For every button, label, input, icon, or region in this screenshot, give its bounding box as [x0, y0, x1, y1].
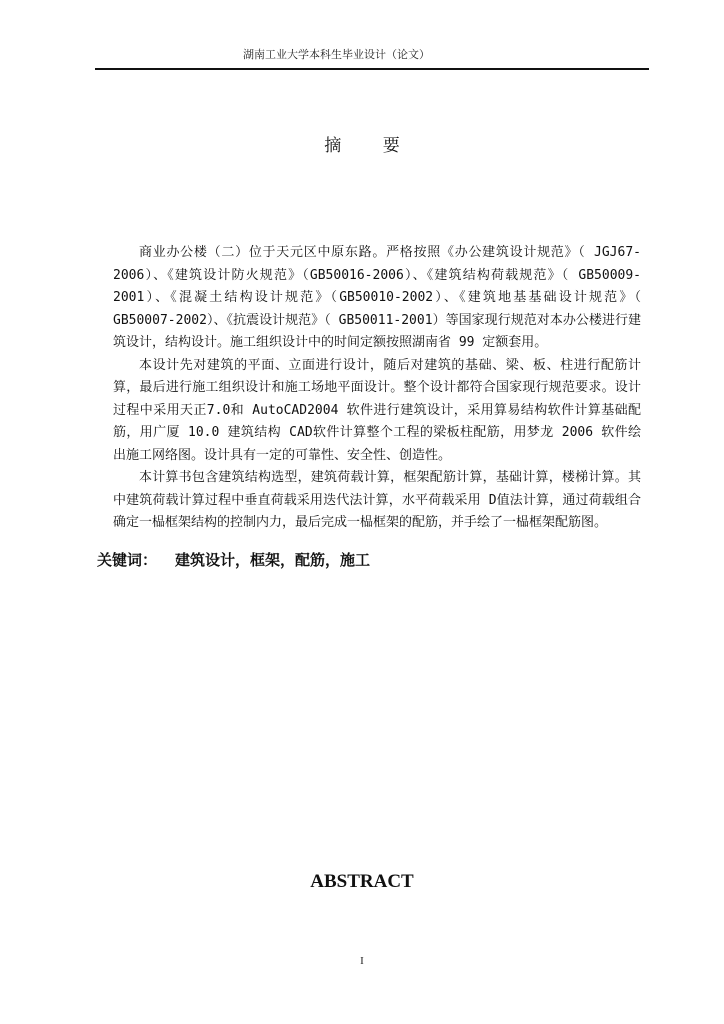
abstract-paragraph: 商业办公楼（二）位于天元区中原东路。严格按照《办公建筑设计规范》（ JGJ67-2006）、《建筑设计防火规范》（GB50016-2006）、《建筑结构荷载规范》（ GB50009-2001）、《混凝土结构设计规范》（GB50010-2002）、《建筑地基基础设计规范》（ GB50007-2002）、《抗震设计规范》（ GB50011-2001）等国家现行规范对本办公楼进行建筑设计，结构设计。施工组织设计中的时间定额按照湖南省 99 定额套用。	[113, 245, 641, 350]
keywords-value: 建筑设计，框架，配筋，施工	[175, 551, 371, 569]
abstract-en-title: ABSTRACT	[310, 871, 414, 892]
header-rule	[95, 68, 649, 70]
abstract-paragraph: 本计算书包含建筑结构选型，建筑荷载计算，框架配筋计算，基础计算，楼梯计算。其中建筑荷载计算过程中垂直荷载采用迭代法计算，水平荷载采用 D值法计算，通过荷载组合确定一榀框架结构的控制内力，最后完成一榀框架的配筋，并手绘了一榀框架配筋图。	[113, 470, 641, 530]
running-header: 湖南工业大学本科生毕业设计（论文）	[243, 48, 430, 61]
abstract-paragraph: 本设计先对建筑的平面、立面进行设计，随后对建筑的基础、梁、板、柱进行配筋计算，最后进行施工组织设计和施工场地平面设计。整个设计都符合国家现行规范要求。设计过程中采用天正7.0和 AutoCAD2004 软件进行建筑设计，采用算易结构软件计算基础配筋，用广厦 10.0 建筑结构 CAD软件计算整个工程的梁板柱配筋，用梦龙 2006 软件绘出施工网络图。设计具有一定的可靠性、安全性、创造性。	[113, 357, 641, 463]
page-number: I	[360, 955, 364, 967]
keywords-line	[97, 549, 657, 570]
keywords-label: 关键词：	[97, 551, 158, 569]
abstract-cn-body	[113, 242, 641, 535]
abstract-cn-title: 摘 要	[324, 136, 418, 156]
